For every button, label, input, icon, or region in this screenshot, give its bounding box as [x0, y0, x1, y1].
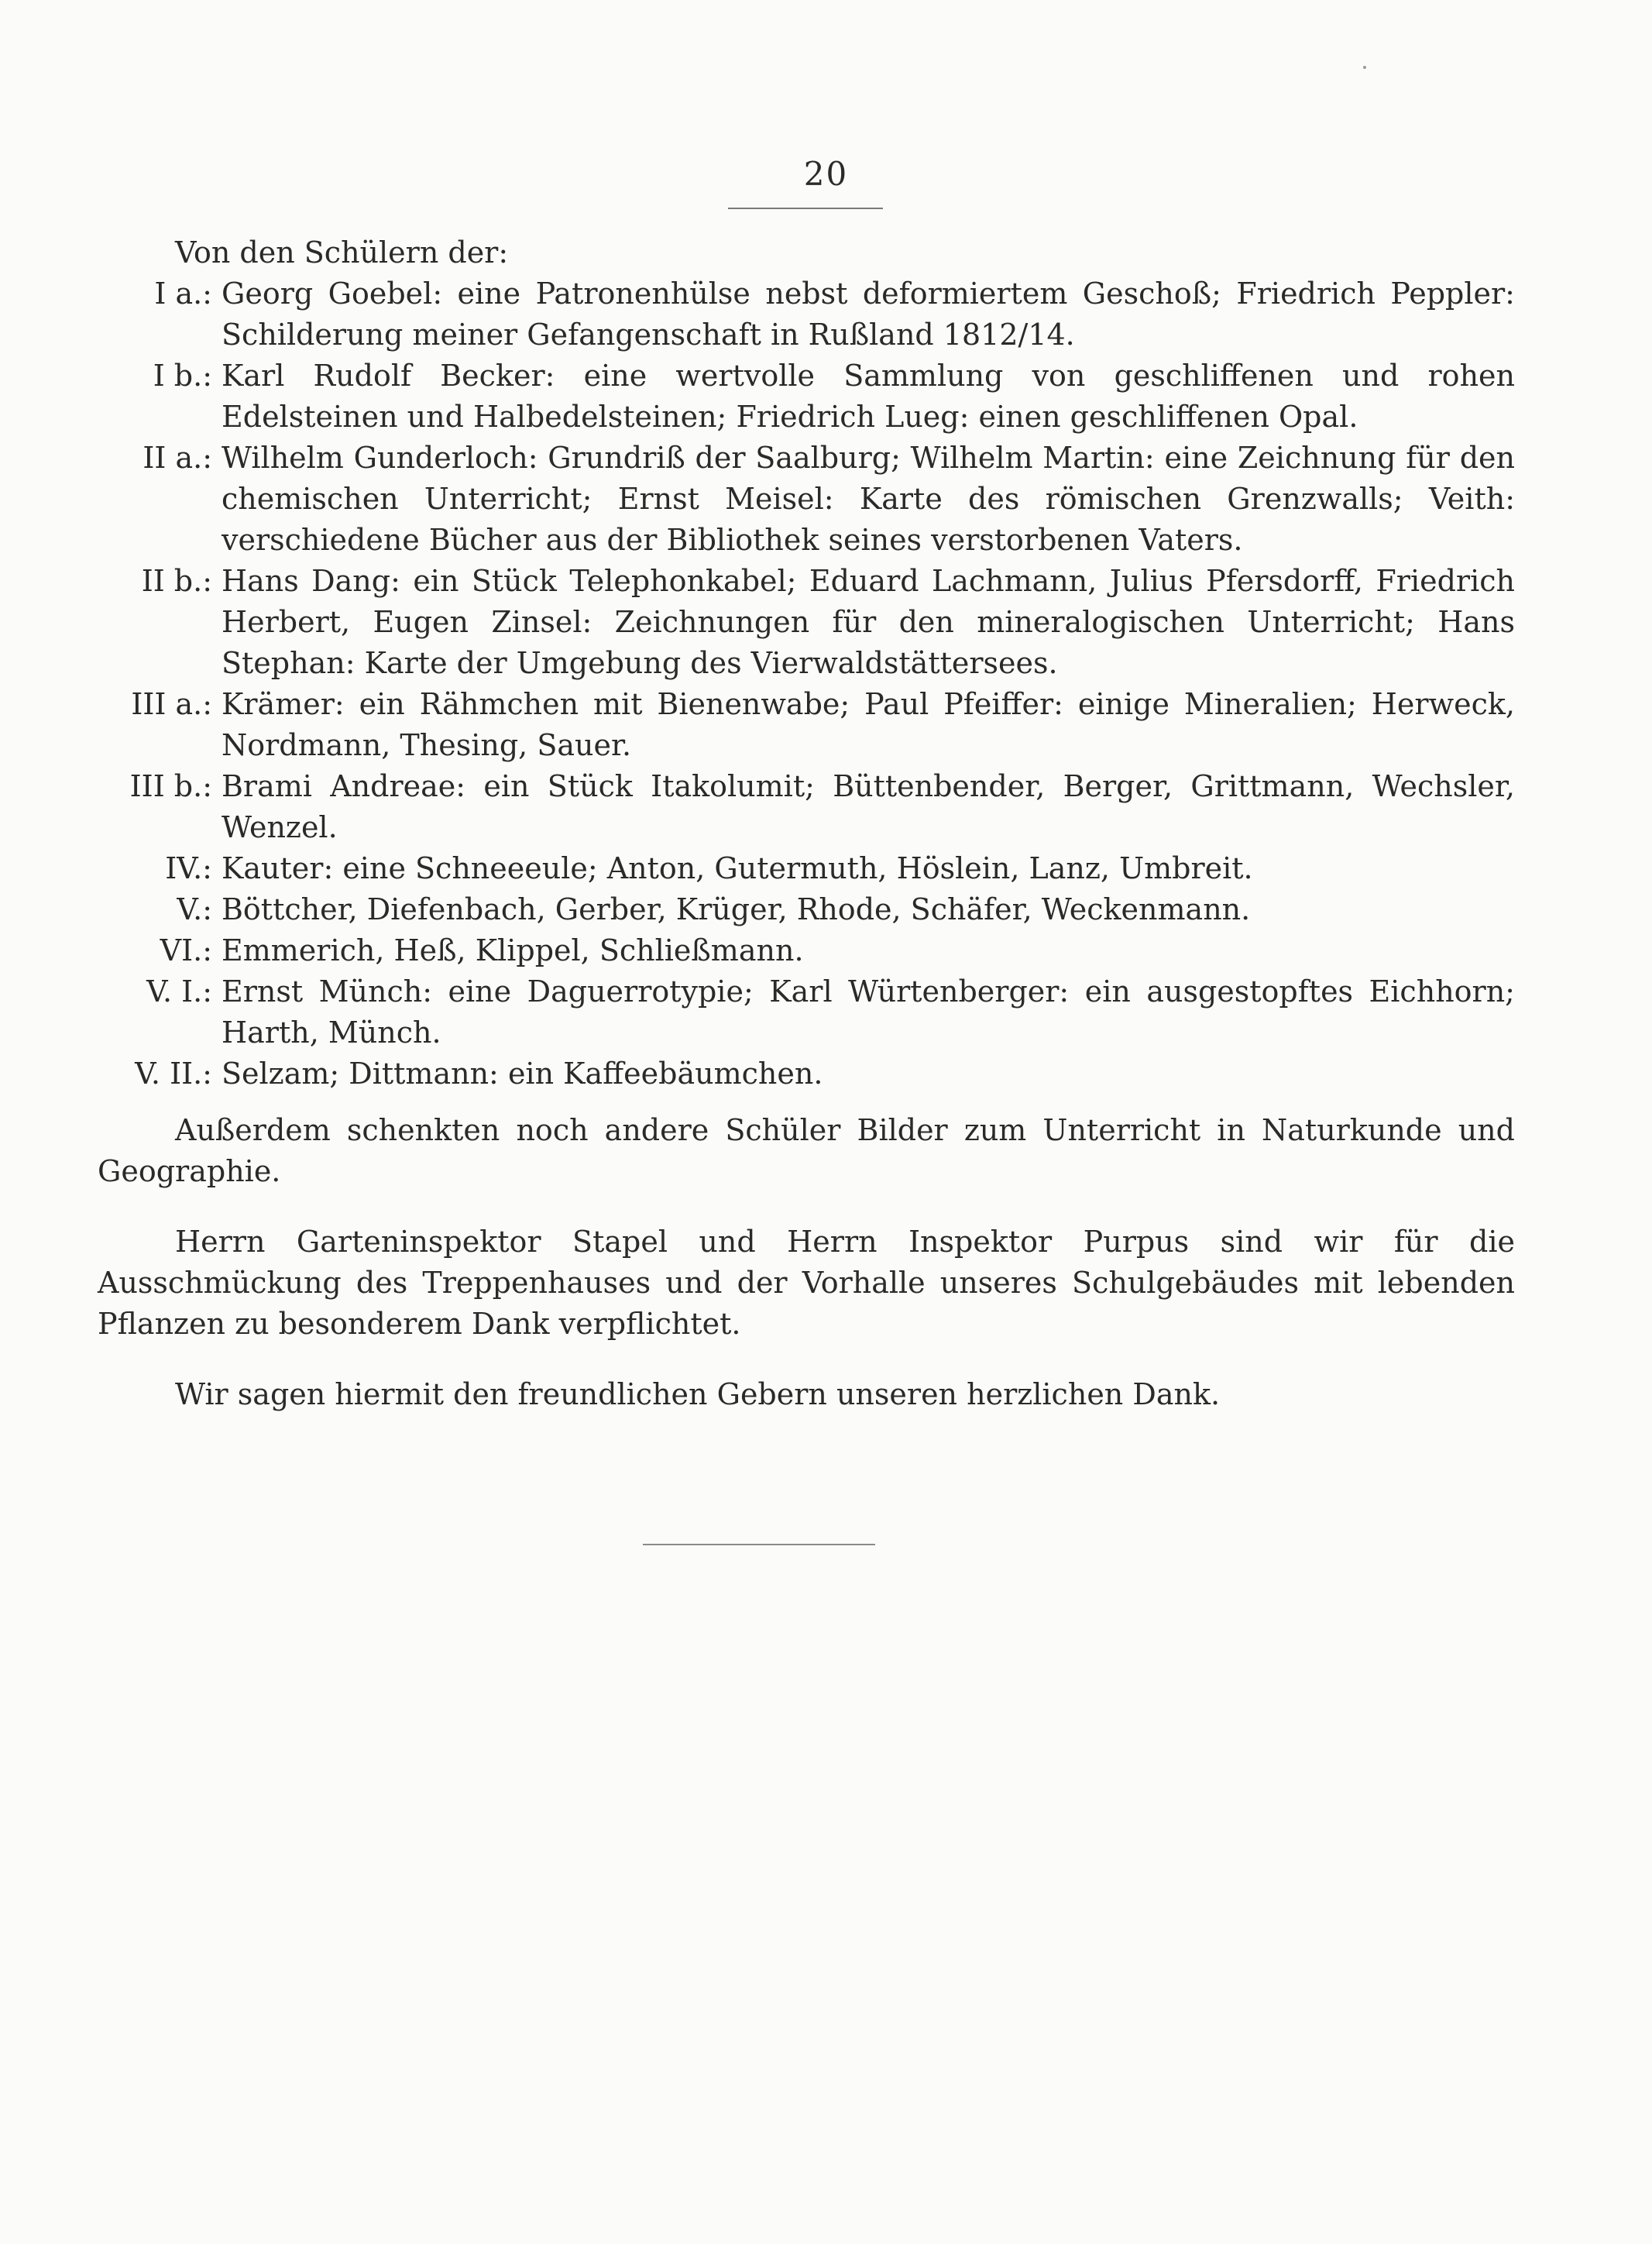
- page-body: [98, 232, 1515, 1445]
- header-rule: [728, 208, 883, 209]
- donation-entry: [98, 889, 1515, 930]
- entry-text: Emmerich, Heß, Klippel, Schließmann.: [222, 933, 804, 967]
- page-number: 20: [803, 155, 849, 193]
- entry-text: Böttcher, Diefenbach, Gerber, Krüger, Rhode, Schäfer, Weckenmann.: [222, 892, 1251, 926]
- entry-text: Ernst Münch: eine Daguerrotypie; Karl Würtenberger: ein ausgestopftes Eichhorn; Harth, Münch.: [222, 974, 1515, 1050]
- class-label: V. I.:: [146, 974, 212, 1009]
- entry-text: Krämer: ein Rähmchen mit Bienenwabe; Paul Pfeiffer: einige Mineralien; Herweck, Nordmann, Thesing, Sauer.: [222, 687, 1515, 762]
- section-end-rule: [643, 1544, 875, 1545]
- entry-text: Kauter: eine Schneeeule; Anton, Gutermuth, Höslein, Lanz, Umbreit.: [222, 851, 1253, 885]
- donation-entry: [98, 561, 1515, 684]
- class-label: II b.:: [141, 564, 212, 598]
- paragraph-other-gifts: Außerdem schenkten noch andere Schüler Bilder zum Unterricht in Naturkunde und Geographie.: [98, 1113, 1515, 1188]
- class-label: V. II.:: [135, 1057, 212, 1091]
- donation-entry: [98, 273, 1515, 356]
- paper-speck: [1363, 66, 1366, 69]
- entry-text: Selzam; Dittmann: ein Kaffeebäumchen.: [222, 1057, 823, 1091]
- class-label: I a.:: [154, 277, 212, 311]
- donation-entry: [98, 438, 1515, 561]
- entry-text: Brami Andreae: ein Stück Itakolumit; Büttenbender, Berger, Grittmann, Wechsler, Wenzel.: [222, 769, 1515, 844]
- entry-text: Karl Rudolf Becker: eine wertvolle Sammlung von geschliffenen und rohen Edelsteinen und Halbedelsteinen; Friedrich Lueg: einen geschliffenen Opal.: [222, 359, 1515, 434]
- class-label: II a.:: [143, 441, 212, 475]
- class-label: IV.:: [165, 851, 212, 885]
- class-label: I b.:: [153, 359, 212, 393]
- entry-text: Hans Dang: ein Stück Telephonkabel; Eduard Lachmann, Julius Pfersdorff, Friedrich Herbert, Eugen Zinsel: Zeichnungen für den mineralogischen Unterricht; Hans Stephan: Karte der Umgebung des Vierwaldstättersees.: [222, 564, 1515, 680]
- donation-entry: [98, 848, 1515, 889]
- intro-line: Von den Schülern der:: [175, 235, 509, 270]
- class-label: V.:: [177, 892, 212, 926]
- donation-entry: [98, 766, 1515, 848]
- class-label: III a.:: [131, 687, 212, 721]
- donation-entry: [98, 356, 1515, 438]
- donation-entry: [98, 971, 1515, 1053]
- class-label: III b.:: [129, 769, 212, 803]
- entry-text: Wilhelm Gunderloch: Grundriß der Saalburg; Wilhelm Martin: eine Zeichnung für den chemischen Unterricht; Ernst Meisel: Karte des römischen Grenzwalls; Veith: verschiedene Bücher aus der Bibliothek seines verstorbenen Vaters.: [222, 441, 1515, 557]
- donation-entry: [98, 684, 1515, 766]
- paragraph-plants-thanks: Herrn Garteninspektor Stapel und Herrn Inspektor Purpus sind wir für die Ausschmückung des Treppenhauses und der Vorhalle unseres Schulgebäudes mit lebenden Pflanzen zu besonderem Dank verpflichtet.: [98, 1225, 1515, 1341]
- class-label: VI.:: [160, 933, 212, 967]
- paragraph-closing-thanks: Wir sagen hiermit den freundlichen Gebern unseren herzlichen Dank.: [175, 1377, 1221, 1411]
- donation-entry: [98, 1053, 1515, 1095]
- donation-entry: [98, 930, 1515, 971]
- entry-text: Georg Goebel: eine Patronenhülse nebst deformiertem Geschoß; Friedrich Peppler: Schilderung meiner Gefangenschaft in Rußland 1812/14.: [222, 277, 1515, 352]
